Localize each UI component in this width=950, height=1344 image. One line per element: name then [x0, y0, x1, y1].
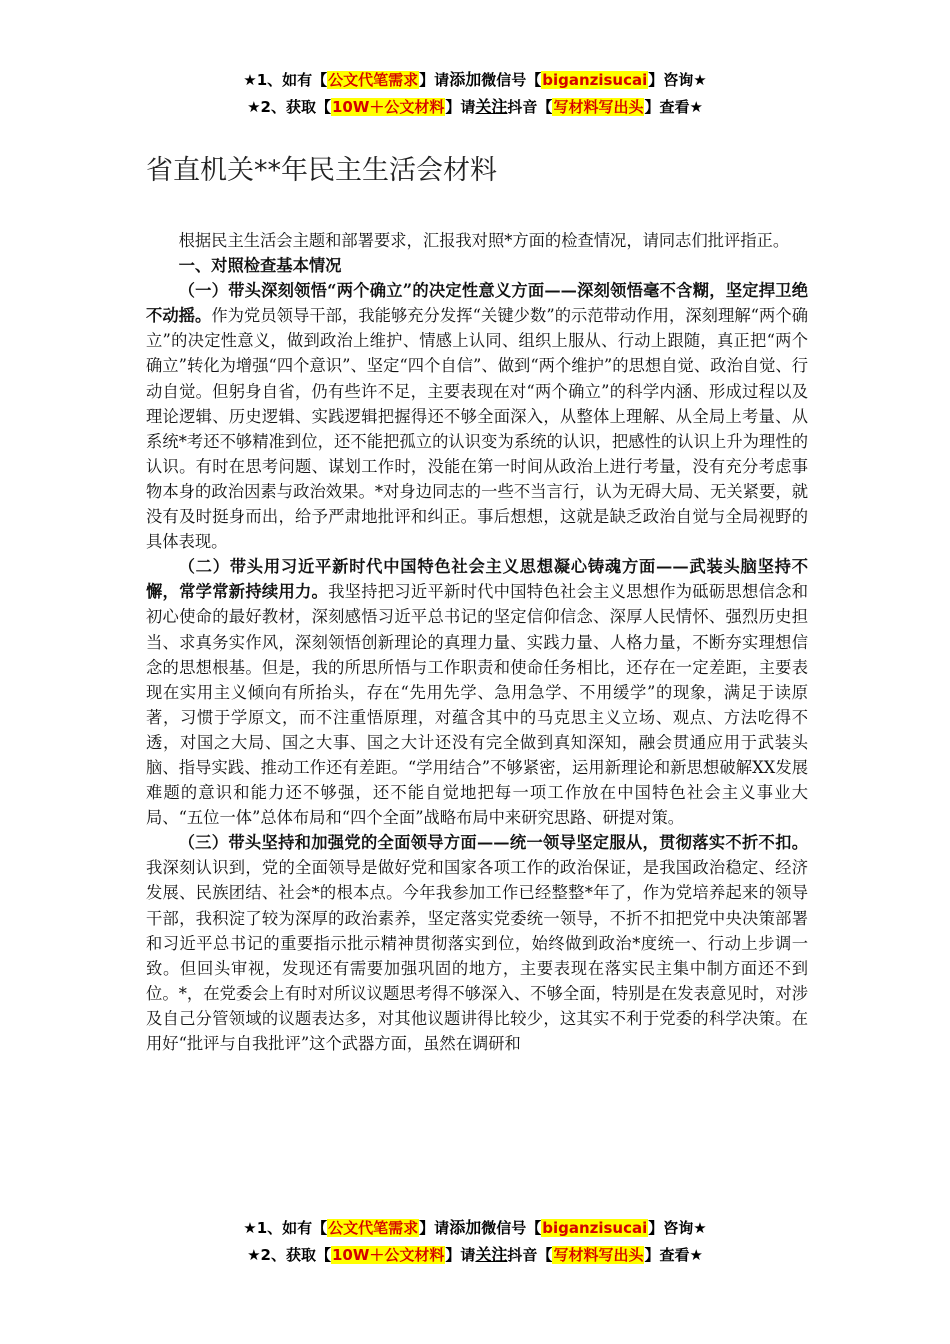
banner-text: 抖音【	[507, 98, 553, 116]
paragraph-heading: （三）带头坚持和加强党的全面领导方面——统一领导坚定服从，贯彻落实不折不扣。	[178, 833, 808, 853]
bottom-banner	[0, 1214, 950, 1268]
paragraph-1	[146, 278, 808, 554]
paragraph-heading: （二）带头用习近平新时代中国特色社会主义思想凝心铸魂方面——武装头脑坚持不懈，常学常新持续用力。	[146, 557, 808, 602]
banner-text: ★2、获取【	[247, 1246, 331, 1264]
paragraph-2	[146, 554, 808, 830]
intro-paragraph: 根据民主生活会主题和部署要求，汇报我对照*方面的检查情况，请同志们批评指正。	[178, 231, 790, 250]
banner-text: 】查看★	[644, 98, 703, 116]
paragraph-text: 我深刻认识到，党的全面领导是做好党和国家各项工作的政治保证，是我国政治稳定、经济发展、民族团结、社会*的根本点。今年我参加工作已经整整*年了，作为党培养起来的领导干部，我积淀了较为深厚的政治素养，坚定落实党委统一领导，不折不扣把党中央决策部署和习近平总书记的重要指示批示精神贯彻落实到位，始终做到政治*度统一、行动上步调一致。但回头审视，发现还有需要加强巩固的地方，主要表现在落实民主集中制方面还不到位。*，在党委会上有时对所议议题思考得不够深入、不够全面，特别是在发表意见时，对涉及自己分管领域的议题表达多，对其他议题讲得比较少，这其实不利于党委的科学决策。在用好“批评与自我批评”这个武器方面，虽然在调研和	[146, 858, 808, 1053]
banner-text: 】请	[445, 1246, 476, 1264]
banner-line-2	[0, 93, 950, 120]
banner-text: 】请	[419, 71, 450, 89]
document-title: 省直机关**年民主生活会材料	[146, 155, 497, 186]
paragraph-text: 作为党员领导干部，我能够充分发挥“关键少数”的示范带动作用，深刻理解“两个确立”的决定性意义，做到政治上维护、情感上认同、组织上服从、行动上跟随，真正把“两个确立”转化为增强“四个意识”、坚定“四个自信”、做到“两个维护”的思想自觉、政治自觉、行动自觉。但躬身自省，仍有些许不足，主要表现在对“两个确立”的科学内涵、形成过程以及理论逻辑、历史逻辑、实践逻辑把握得还不够全面深入，从整体上理解、从全局上考量、从系统*考还不够精准到位，还不能把孤立的认识变为系统的认识，把感性的认识上升为理性的认识。有时在思考问题、谋划工作时，没能在第一时间从政治上进行考量，没有充分考虑事物本身的政治因素与政治效果。*对身边同志的一些不当言行，认为无碍大局、无关紧要，就没有及时挺身而出，给予严肃地批评和纠正。事后想想，这就是缺乏政治自觉与全局视野的具体表现。	[146, 306, 808, 552]
banner-text: 微信号【	[481, 1219, 542, 1237]
banner-text: 微信号【	[481, 71, 542, 89]
highlight-douyin: 写材料写出头	[553, 1246, 644, 1264]
banner-text: ★1、如有【	[243, 1219, 328, 1237]
highlight-materials: 10W＋公文材料	[331, 98, 445, 116]
highlight-douyin: 写材料写出头	[553, 98, 644, 116]
banner-line-2	[0, 1241, 950, 1268]
banner-text: 抖音【	[507, 1246, 553, 1264]
top-banner	[0, 66, 950, 120]
banner-text: 关注	[475, 1245, 508, 1264]
paragraph-text: 我坚持把习近平新时代中国特色社会主义思想作为砥砺思想信念和初心使命的最好教材，深刻感悟习近平总书记的坚定信仰信念、深厚人民情怀、强烈历史担当、求真务实作风，深刻领悟创新理论的真理力量、实践力量、人格力量，不断夯实理想信念的思想根基。但是，我的所思所悟与工作职责和使命任务相比，还存在一定差距，主要表现在实用主义倾向有所抬头，存在“先用先学、急用急学、不用缓学”的现象，满足于读原著，习惯于学原文，而不注重悟原理，对蕴含其中的马克思主义立场、观点、方法吃得不透，对国之大局、国之大事、国之大计还没有完全做到真知深知，融会贯通应用于武装头脑、指导实践、推动工作还有差距。“学用结合”不够紧密，运用新理论和新思想破解XX发展难题的意识和能力还不够强，还不能自觉地把每一项工作放在中国特色社会主义事业大局、“五位一体”总体布局和“四个全面”战略布局中来研究思路、研提对策。	[146, 582, 808, 828]
banner-text: ★2、获取【	[247, 98, 331, 116]
highlight-wechat-id: biganzisucai	[542, 71, 648, 89]
document-body	[146, 228, 808, 1056]
highlight-wechat-id: biganzisucai	[542, 1219, 648, 1237]
highlight-materials: 10W＋公文材料	[331, 1246, 445, 1264]
section-heading: 一、对照检查基本情况	[178, 256, 342, 276]
banner-text: 添加	[449, 1218, 482, 1237]
paragraph-3	[146, 830, 808, 1056]
banner-text: 】咨询★	[648, 71, 707, 89]
banner-text: 】咨询★	[648, 1219, 707, 1237]
paragraph-heading: （一）带头深刻领悟“两个确立”的决定性意义方面——深刻领悟毫不含糊，坚定捍卫绝不动摇。	[146, 281, 808, 326]
banner-text: 】查看★	[644, 1246, 703, 1264]
banner-text: 】请	[419, 1219, 450, 1237]
highlight-service: 公文代笔需求	[328, 71, 419, 89]
banner-text: ★1、如有【	[243, 71, 328, 89]
banner-text: 】请	[445, 98, 476, 116]
banner-text: 关注	[475, 97, 508, 116]
banner-line-1	[0, 66, 950, 93]
banner-line-1	[0, 1214, 950, 1241]
highlight-service: 公文代笔需求	[328, 1219, 419, 1237]
banner-text: 添加	[449, 70, 482, 89]
